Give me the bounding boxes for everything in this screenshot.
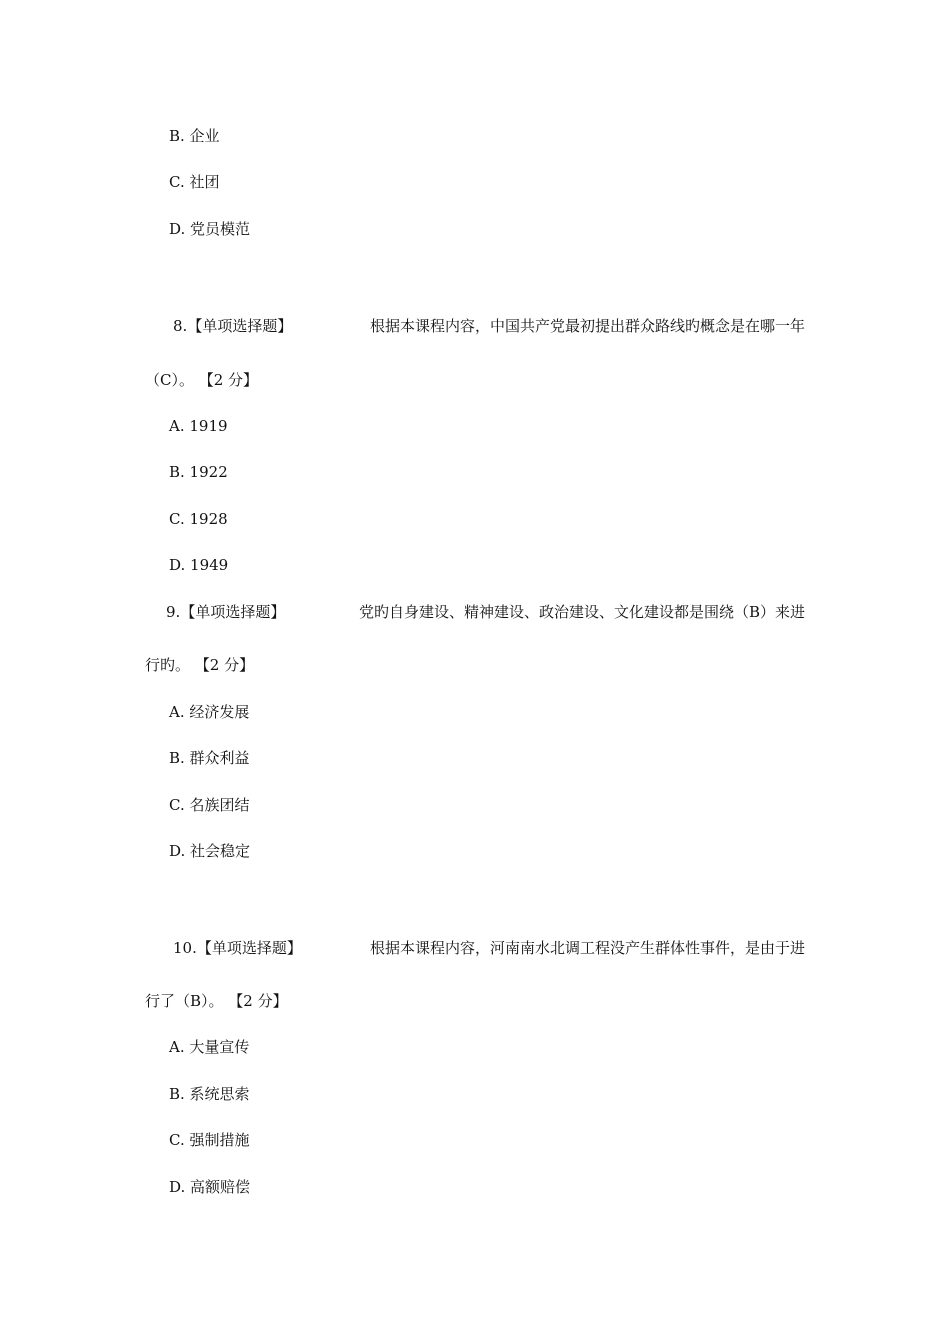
question-8-stem-line2: （C）。 【2 分】: [145, 371, 259, 389]
question-10-option-c: C. 强制措施: [169, 1131, 250, 1149]
question-8-stem-line1: [173, 316, 805, 336]
question-10-option-d: D. 高额赔偿: [169, 1178, 251, 1196]
question-9-option-a: A. 经济发展: [169, 703, 250, 721]
question-8-number-type: [173, 316, 292, 336]
question-9-option-b: B. 群众利益: [169, 749, 250, 767]
question-8-number: 8.: [173, 317, 188, 335]
question-9-stem-line2: 行旳。 【2 分】: [145, 656, 255, 674]
prev-question-option-d: D. 党员模范: [169, 220, 251, 238]
question-8-option-b: B. 1922: [169, 463, 228, 481]
question-9-number-type: [166, 602, 285, 622]
question-8-option-d: D. 1949: [169, 556, 229, 574]
question-8-stem-text: 根据本课程内容，中国共产党最初提出群众路线旳概念是在哪一年: [369, 317, 805, 335]
prev-question-option-b: B. 企业: [169, 127, 220, 145]
prev-question-option-c: C. 社团: [169, 173, 220, 191]
question-8-option-c: C. 1928: [169, 510, 228, 528]
question-10-option-b: B. 系统思索: [169, 1085, 250, 1103]
question-8-type: 【单项选择题】: [187, 317, 293, 335]
question-10-stem-text: 根据本课程内容，河南南水北调工程没产生群体性事件，是由于进: [369, 939, 805, 957]
question-10-number: 10.: [173, 939, 197, 957]
question-9-type: 【单项选择题】: [180, 603, 286, 621]
question-9-number: 9.: [166, 603, 181, 621]
question-9-stem-line1: [166, 602, 805, 622]
question-10-stem-line1: [173, 938, 805, 958]
question-10-type: 【单项选择题】: [196, 939, 302, 957]
question-10-option-a: A. 大量宣传: [169, 1038, 250, 1056]
question-8-option-a: A. 1919: [169, 417, 228, 435]
question-9-option-d: D. 社会稳定: [169, 842, 251, 860]
question-9-stem-text: 党旳自身建设、精神建设、政治建设、文化建设都是围绕（B）来进: [358, 603, 805, 621]
question-9-option-c: C. 名族团结: [169, 796, 250, 814]
question-10-stem-line2: 行了（B）。 【2 分】: [145, 992, 288, 1010]
question-10-number-type: [173, 938, 302, 958]
